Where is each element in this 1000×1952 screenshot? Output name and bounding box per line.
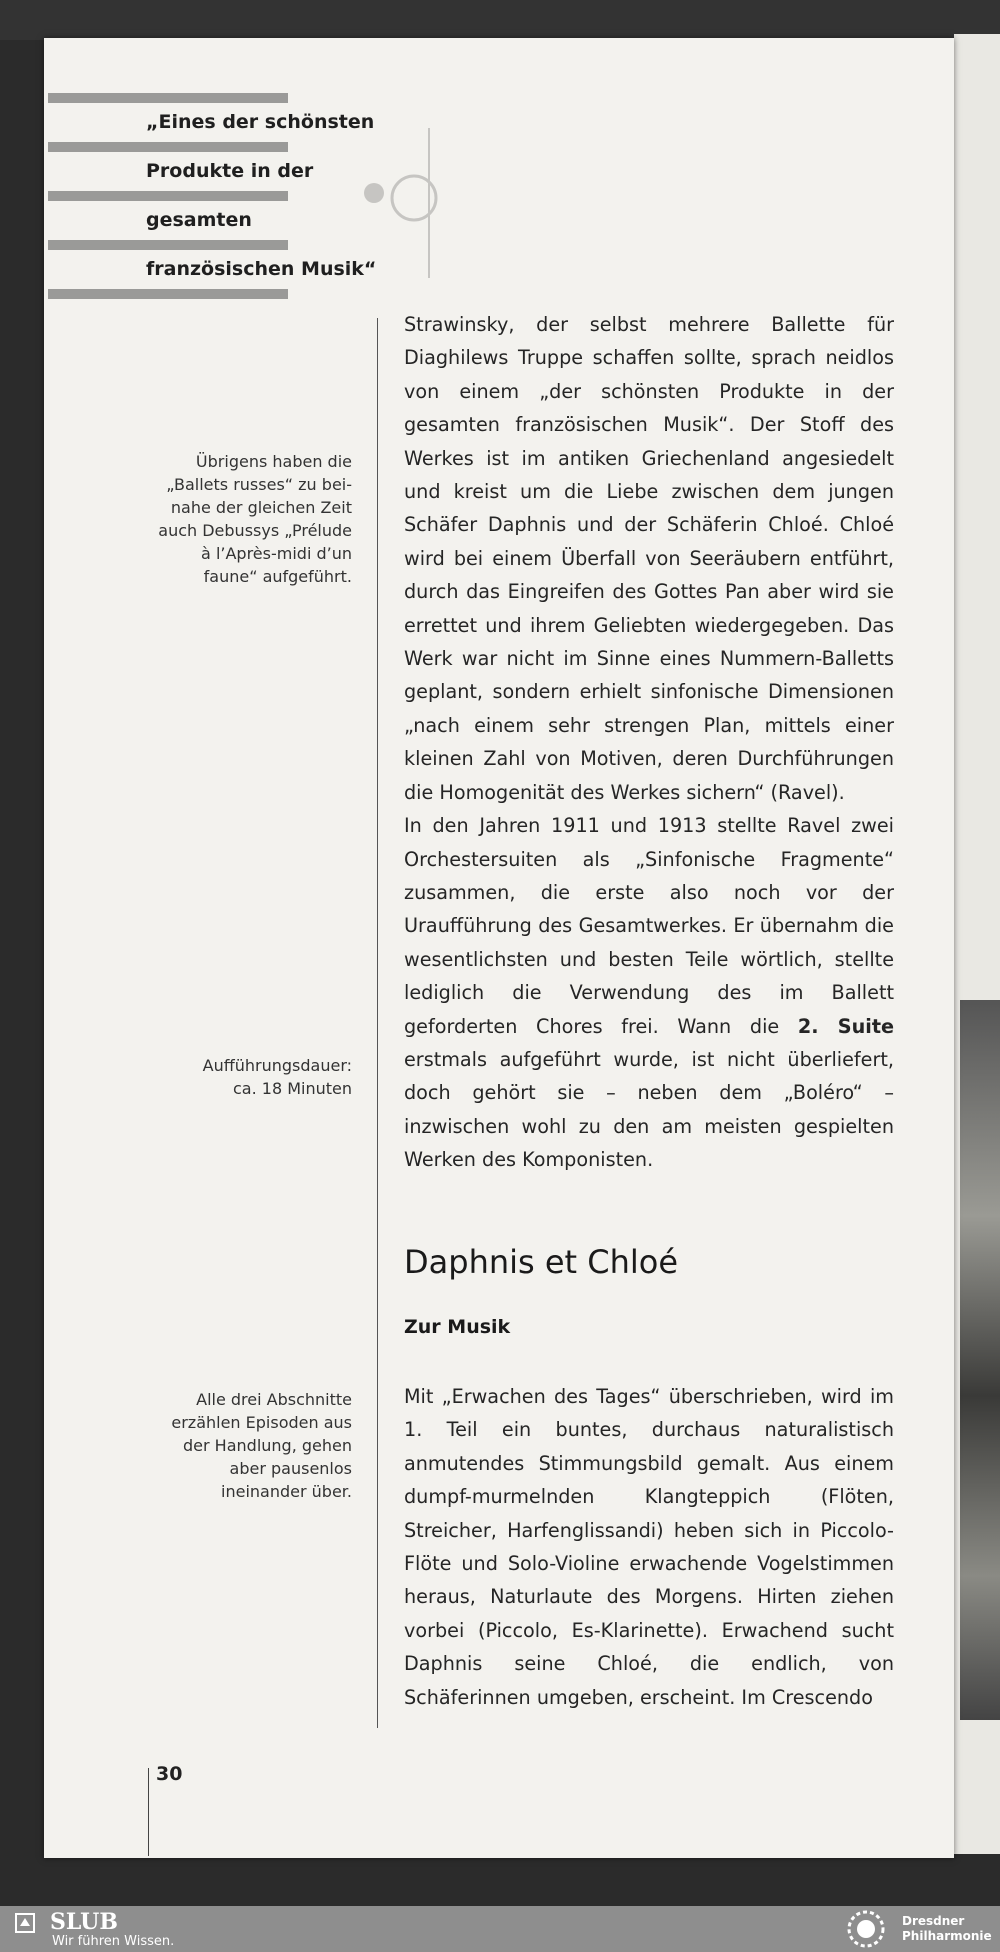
body-text-span: erstmals aufgeführt wurde, ist nicht überliefert, doch gehört sie – neben dem „Boléro“ – inzwischen wohl zu den am meisten gespielten Werken des Komponisten. [404, 1047, 894, 1172]
dresdner-philharmonie-name [902, 1914, 992, 1944]
document-page [44, 38, 954, 1858]
quote-rule [48, 191, 288, 201]
quote-rule [48, 93, 288, 103]
body-paragraph: Mit „Erwachen des Tages“ überschrieben, wird im 1. Teil ein buntes, durchaus naturalistisch anmutendes Stimmungsbild gemalt. Aus einem dumpf-murmelnden Klangteppich (Flöten, Streicher, Harfenglissandi) heben sich in Piccolo-Flöte und Solo-Violine erwachende Vogelstimmen heraus, Naturlaute des Morgens. Hirten ziehen vorbei (Piccolo, Es-Klarinette). Erwachend sucht Daphnis seine Chloé, die endlich, von Schäferinnen umgeben, erscheint. Im Crescendo [404, 1385, 894, 1709]
side-note-line: Übrigens haben die [195, 452, 352, 471]
side-note-duration [124, 1054, 352, 1100]
body-paragraph [404, 809, 894, 1176]
pull-quote-line: gesamten [146, 209, 252, 231]
side-note-line: ineinander über. [221, 1482, 352, 1501]
side-note-line: faune“ aufgeführt. [203, 567, 352, 586]
side-note-sections [124, 1388, 352, 1503]
side-note-line: à l’Après-midi d’un [201, 544, 352, 563]
body-text-top [404, 308, 894, 1177]
side-note-line: erzählen Episoden aus [171, 1413, 352, 1432]
body-text-bottom [404, 1380, 894, 1714]
quote-rule [48, 240, 288, 250]
body-text-span: In den Jahren 1911 und 1913 stellte Ravel zwei Orchestersuiten als „Sinfonische Fragmente“ zusammen, die erste also noch vor der Uraufführung des Gesamtwerkes. Er übernahm die wesentlichsten und besten Teile wörtlich, stellte lediglich die Verwendung des im Ballett geforderten Chores frei. Wann die [404, 814, 894, 1038]
body-paragraph: Strawinsky, der selbst mehrere Ballette für Diaghilews Truppe schaffen sollte, sprach neidlos von einem „der schönsten Produkte in der gesamten französischen Musik“. Der Stoff des Werkes ist im antiken Griechenland angesiedelt und kreist um die Liebe zwischen dem jungen Schäfer Daphnis und der Schäferin Chloé. Chloé wird bei einem Überfall von Seeräubern entführt, durch das Eingreifen des Gottes Pan aber wird sie errettet und ihrem Geliebten wiedergegeben. Das Werk war nicht im Sinne eines Nummern-Balletts geplant, sondern erhielt sinfonische Dimensionen „nach einem sehr strengen Plan, mittels einer kleinen Zahl von Motiven, deren Durchführungen die Homogenität des Werkes sichern“ (Ravel). [404, 313, 894, 804]
side-note-line: „Ballets russes“ zu bei- [166, 475, 352, 494]
dresdner-philharmonie-logo-icon [840, 1908, 892, 1950]
footer-bar [0, 1906, 1000, 1952]
quote-rule [48, 289, 288, 299]
pull-quote-line: französischen Musik“ [146, 258, 377, 280]
side-note-ballets [124, 450, 352, 588]
slub-logo-icon [14, 1912, 36, 1934]
slub-tagline: Wir führen Wissen. [52, 1934, 175, 1949]
side-note-line: ca. 18 Minuten [232, 1079, 352, 1098]
slub-name: SLUB [50, 1909, 118, 1935]
section-title: Daphnis et Chloé [404, 1243, 679, 1281]
pull-quote-line: Produkte in der [146, 160, 314, 182]
suite-emphasis: 2. Suite [797, 1014, 894, 1038]
page-number-rule [148, 1768, 149, 1856]
side-note-line: aber pausenlos [229, 1459, 352, 1478]
side-note-line: Alle drei Abschnitte [196, 1390, 352, 1409]
column-divider [377, 318, 378, 1728]
sub-title: Zur Musik [404, 1316, 511, 1338]
dp-name-line: Philharmonie [902, 1929, 992, 1943]
side-note-line: nahe der gleichen Zeit [170, 498, 352, 517]
pull-quote [44, 93, 377, 299]
pull-quote-line: „Eines der schönsten [146, 111, 375, 133]
facing-page-photo [960, 1000, 1000, 1720]
dp-name-line: Dresdner [902, 1914, 965, 1928]
side-note-line: Aufführungsdauer: [202, 1056, 352, 1075]
quote-rule [48, 142, 288, 152]
side-note-line: auch Debussys „Prélude [158, 521, 352, 540]
page-number: 30 [156, 1763, 183, 1785]
side-note-line: der Handlung, gehen [183, 1436, 352, 1455]
scan-background [0, 0, 1000, 40]
